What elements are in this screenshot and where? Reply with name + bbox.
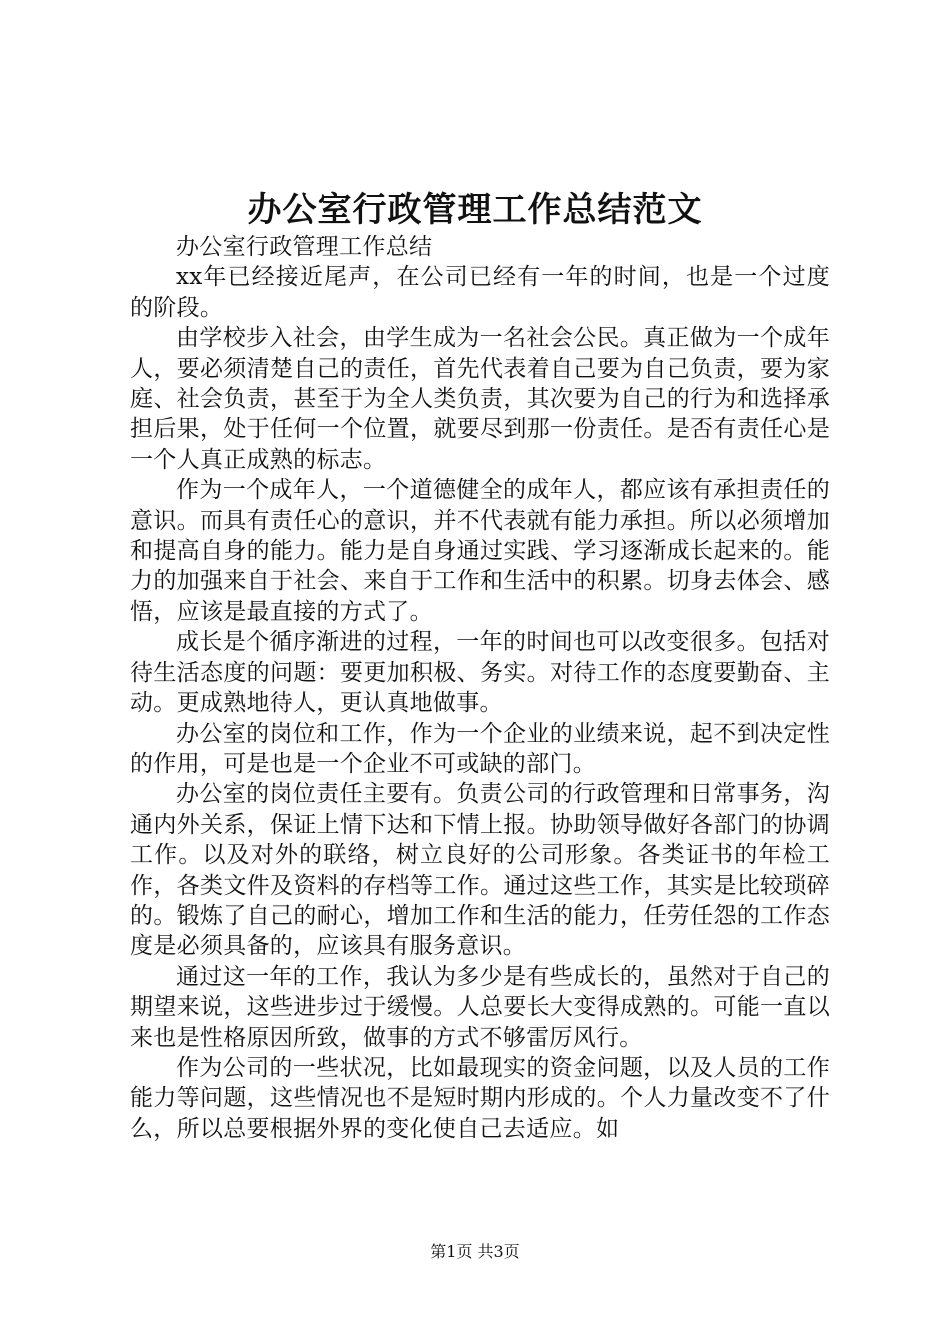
paragraph: 办公室的岗位责任主要有。负责公司的行政管理和日常事务，沟通内外关系，保证上情下达和下情上报。协助领导做好各部门的协调工作。以及对外的联络，树立良好的公司形象。各类证书的年检工作，各类文件及资料的存档等工作。通过这些工作，其实是比较琐碎的。锻炼了自己的耐心，增加工作和生活的能力，任劳任怨的工作态度是必须具备的，应该具有服务意识。 — [130, 781, 830, 960]
paragraph: 作为公司的一些状况，比如最现实的资金问题，以及人员的工作能力等问题，这些情况也不是短时期内形成的。个人力量改变不了什么，所以总要根据外界的变化使自己去适应。如 — [130, 1054, 830, 1142]
paragraph: 作为一个成年人，一个道德健全的成年人，都应该有承担责任的意识。而具有责任心的意识，并不代表就有能力承担。所以必须增加和提高自身的能力。能力是自身通过实践、学习逐渐成长起来的。能力的加强来自于社会、来自于工作和生活中的积累。切身去体会、感悟，应该是最直接的方式了。 — [130, 477, 830, 625]
paragraph: 通过这一年的工作，我认为多少是有些成长的，虽然对于自己的期望来说，这些进步过于缓慢。人总要长大变得成熟的。可能一直以来也是性格原因所致，做事的方式不够雷厉风行。 — [130, 963, 830, 1051]
page-footer: 第1页 共3页 — [430, 1242, 520, 1261]
document-body — [130, 232, 830, 1144]
paragraph: 办公室的岗位和工作，作为一个企业的业绩来说，起不到决定性的作用，可是也是一个企业不可或缺的部门。 — [130, 720, 830, 777]
document-title: 办公室行政管理工作总结范文 — [247, 190, 703, 230]
paragraph-subtitle: 办公室行政管理工作总结 — [176, 234, 433, 260]
paragraph: 由学校步入社会，由学生成为一名社会公民。真正做为一个成年人，要必须清楚自己的责任，首先代表着自己要为自己负责，要为家庭、社会负责，甚至于为全人类负责，其次要为自己的行为和选择承担后果，处于任何一个位置，就要尽到那一份责任。是否有责任心是一个人真正成熟的标志。 — [130, 325, 830, 473]
paragraph: 成长是个循序渐进的过程，一年的时间也可以改变很多。包括对待生活态度的问题：要更加积极、务实。对待工作的态度要勤奋、主动。更成熟地待人，更认真地做事。 — [130, 629, 830, 717]
paragraph: xx年已经接近尾声，在公司已经有一年的时间，也是一个过度的阶段。 — [130, 264, 830, 321]
